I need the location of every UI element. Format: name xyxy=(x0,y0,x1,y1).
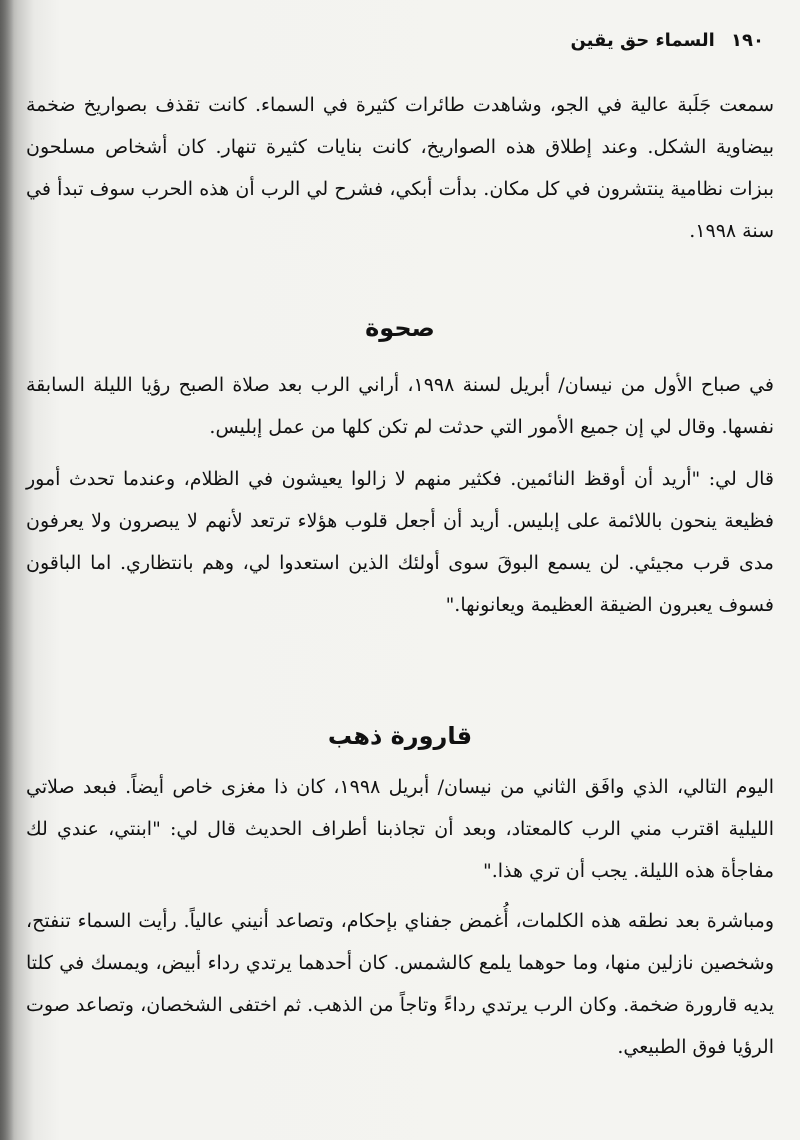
running-header xyxy=(570,30,764,51)
page-number: ١٩٠ xyxy=(731,30,764,51)
book-title: السماء حق يقين xyxy=(570,30,715,51)
section-heading-sahwa: صحوة xyxy=(365,314,435,342)
sahwa-paragraph-2: قال لي: "أريد أن أوقظ النائمين. فكثير منهم لا زالوا يعيشون في الظلام، وعندما تحدث أمور فظيعة ينحون باللائمة على إبليس. أريد أن أجعل قلوب هؤلاء ترتعد لأنهم لا يبصرون ولا يعرفون مدى قرب مجيئي. لن يسمع البوقَ سوى أولئك الذين استعدوا لي، وهم بانتظاري. اما الباقون فسوف يعبرون الضيقة العظيمة ويعانونها." xyxy=(26,468,774,616)
qarura-paragraph-1: اليوم التالي، الذي وافَق الثاني من نيسان/ أبريل ١٩٩٨، كان ذا مغزى خاص أيضاً. فبعد صلاتي الليلية اقترب مني الرب كالمعتاد، وبعد أن تجاذبنا أطراف الحديث قال لي: "ابنتي، عندي لك مفاجأة هذه الليلة. يجب أن تري هذا." xyxy=(26,776,775,882)
intro-paragraph: سمعت جَلَبة عالية في الجو، وشاهدت طائرات كثيرة في السماء. كانت تقذف بصواريخ ضخمة بيضاوية الشكل. وعند إطلاق هذه الصواريخ، كانت بنايات كثيرة تنهار. كان أشخاص مسلحون ببزات نظامية ينتشرون في كل مكان. بدأت أبكي، فشرح لي الرب أن هذه الحرب سوف تبدأ في سنة ١٩٩٨. xyxy=(26,94,774,242)
qarura-paragraph-2: ومباشرة بعد نطقه هذه الكلمات، أُغمض جفناي بإحكام، وتصاعد أنيني عالياً. رأيت السماء تنفتح، وشخصين نازلين منها، وما حوهما يلمع كالشمس. كان أحدهما يرتدي رداء أبيض، ويمسك في كلتا يديه قارورة ضخمة. وكان الرب يرتدي رداءً وتاجاً من الذهب. ثم اختفى الشخصان، وتصاعد صوت الرؤيا فوق الطبيعي. xyxy=(26,910,774,1058)
sahwa-paragraph-1: في صباح الأول من نيسان/ أبريل لسنة ١٩٩٨، أراني الرب بعد صلاة الصبح رؤيا الليلة السابقة نفسها. وقال لي إن جميع الأمور التي حدثت لم تكن كلها من عمل إبليس. xyxy=(26,374,774,438)
section-heading-qarura: قارورة ذهب xyxy=(327,722,473,750)
binding-gutter-shadow xyxy=(0,0,14,1140)
